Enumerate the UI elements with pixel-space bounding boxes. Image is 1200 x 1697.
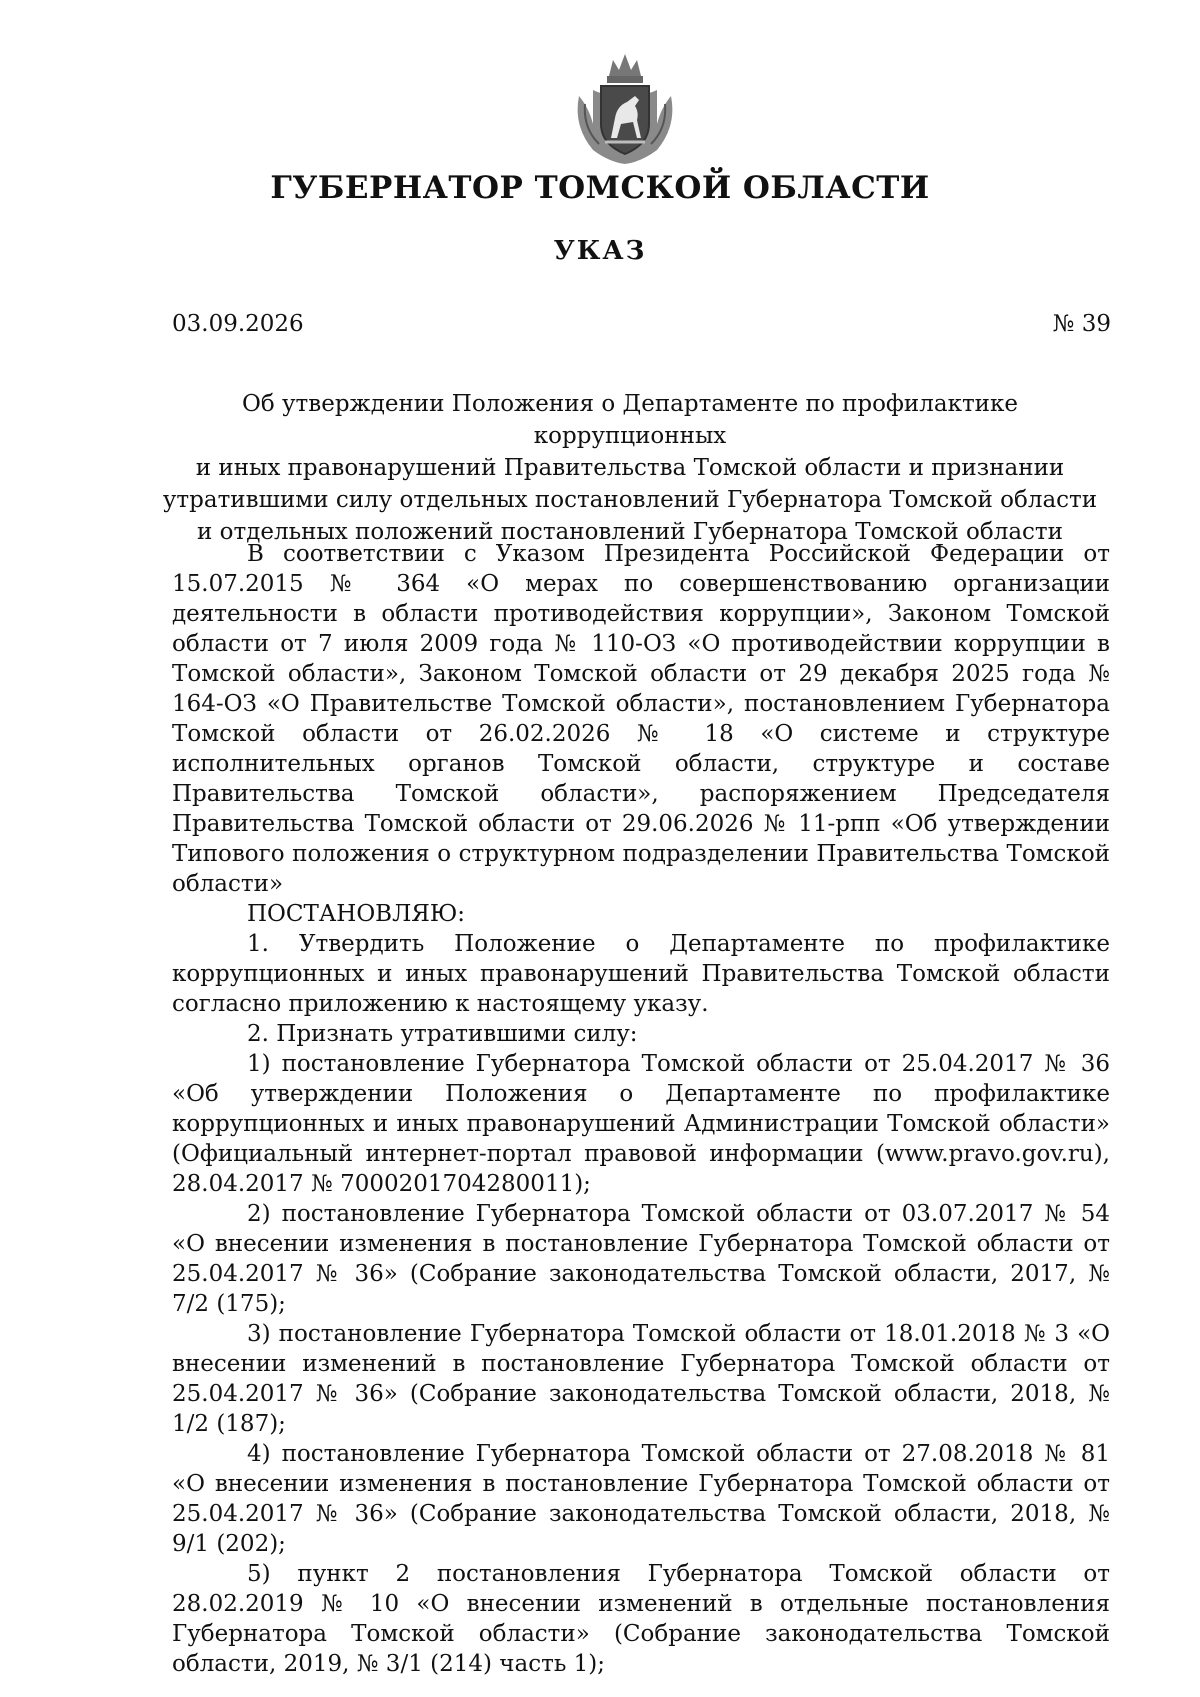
document-body [172, 539, 1110, 1679]
item-2: 2. Признать утратившими силу: [247, 1021, 638, 1047]
subject-line: и иных правонарушений Правительства Томской области и признании [195, 455, 1065, 481]
decree-word: ПОСТАНОВЛЯЮ: [247, 901, 466, 927]
subitem-5: 5) пункт 2 постановления Губернатора Томской области от 28.02.2019 № 10 «О внесении изменений в отдельные постановления Губернатора Томской области» (Собрание законодательства Томской области, 2019, № 3/1 (214) часть 1); [172, 1561, 1110, 1677]
item-1: 1. Утвердить Положение о Департаменте по профилактике коррупционных и иных правонарушений Правительства Томской области согласно приложению к настоящему указу. [172, 931, 1110, 1017]
document-subject [160, 388, 1100, 548]
subject-line: утратившими силу отдельных постановлений Губернатора Томской области [162, 487, 1098, 513]
document-type: УКАЗ [553, 236, 647, 266]
subitem-4: 4) постановление Губернатора Томской области от 27.08.2018 № 81 «О внесении изменения в постановление Губернатора Томской области от 25.04.2017 № 36» (Собрание законодательства Томской области, 2018, № 9/1 (202); [172, 1441, 1110, 1557]
document-number: № 39 [1052, 311, 1111, 337]
subitem-3: 3) постановление Губернатора Томской области от 18.01.2018 № 3 «О внесении изменений в постановление Губернатора Томской области от 25.04.2017 № 36» (Собрание законодательства Томской области, 2018, № 1/2 (187); [172, 1321, 1110, 1437]
document-date: 03.09.2026 [172, 311, 304, 337]
subject-line: и отдельных положений постановлений Губернатора Томской области [197, 519, 1063, 545]
coat-of-arms-icon [565, 46, 685, 166]
subject-line: Об утверждении Положения о Департаменте по профилактике коррупционных [241, 391, 1018, 449]
organization-title: ГУБЕРНАТОР ТОМСКОЙ ОБЛАСТИ [270, 170, 930, 206]
preamble-paragraph: В соответствии с Указом Президента Российской Федерации от 15.07.2015 № 364 «О мерах по совершенствованию организации деятельности в области противодействия коррупции», Законом Томской области от 7 июля 2009 года № 110-ОЗ «О противодействии коррупции в Томской области», Законом Томской области от 29 декабря 2025 года № 164-ОЗ «О Правительстве Томской области», постановлением Губернатора Томской области от 26.02.2026 № 18 «О системе и структуре исполнительных органов Томской области, структуре и составе Правительства Томской области», распоряжением Председателя Правительства Томской области от 29.06.2026 № 11-рпп «Об утверждении Типового положения о структурном подразделении Правительства Томской области» [172, 541, 1110, 897]
subitem-2: 2) постановление Губернатора Томской области от 03.07.2017 № 54 «О внесении изменения в постановление Губернатора Томской области от 25.04.2017 № 36» (Собрание законодательства Томской области, 2017, № 7/2 (175); [172, 1201, 1110, 1317]
subitem-1: 1) постановление Губернатора Томской области от 25.04.2017 № 36 «Об утверждении Положения о Департаменте по профилактике коррупционных и иных правонарушений Администрации Томской области» (Официальный интернет-портал правовой информации (www.pravo.gov.ru), 28.04.2017 № 7000201704280011); [172, 1051, 1110, 1197]
